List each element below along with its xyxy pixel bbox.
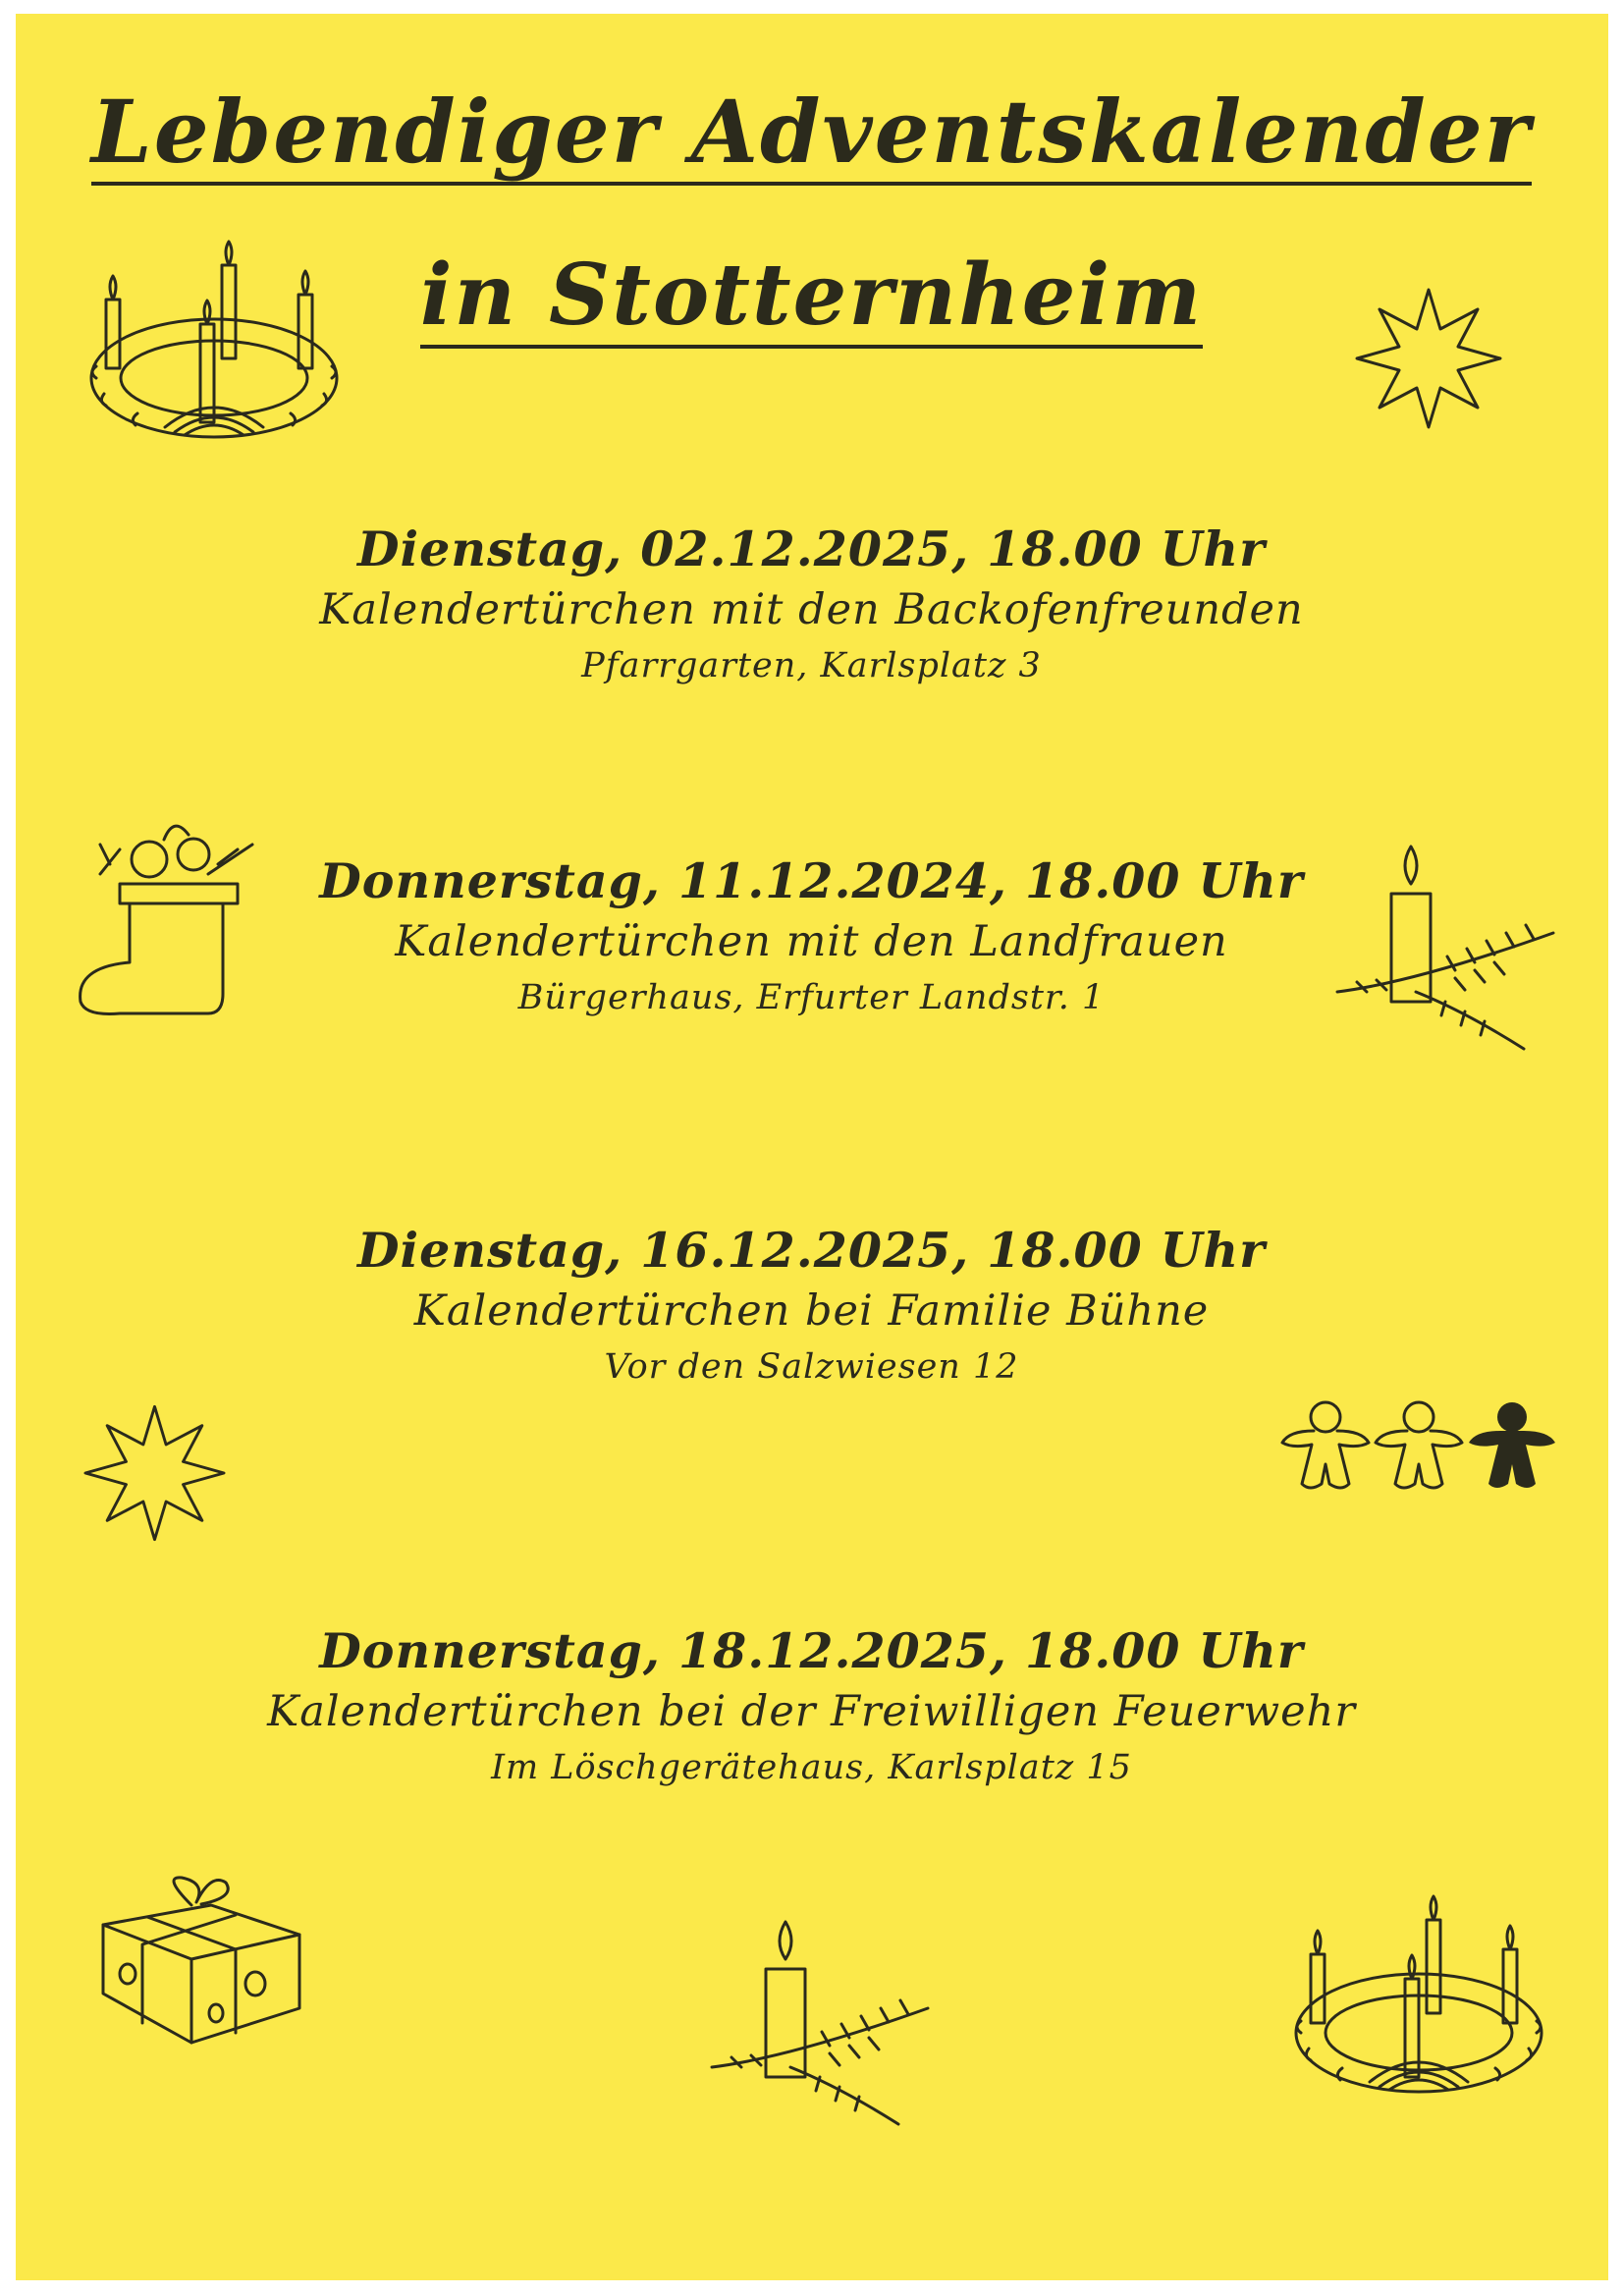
gift-box-icon	[98, 1876, 304, 2052]
star-icon	[83, 1404, 226, 1542]
event-location: Bürgerhaus, Erfurter Landstr. 1	[517, 978, 1106, 1017]
star-icon	[1355, 290, 1502, 427]
event-description: Kalendertürchen bei Familie Bühne	[413, 1286, 1210, 1336]
advent-wreath-icon	[77, 241, 352, 447]
event-3	[0, 1222, 1623, 1387]
event-date: Dienstag, 16.12.2025, 18.00 Uhr	[357, 1222, 1266, 1279]
event-date: Dienstag, 02.12.2025, 18.00 Uhr	[357, 520, 1266, 577]
poster-title: Lebendiger Adventskalender	[0, 81, 1623, 186]
event-description: Kalendertürchen bei der Freiwilligen Feuerwehr	[267, 1687, 1356, 1736]
christmas-stocking-icon	[71, 805, 277, 1011]
event-date: Donnerstag, 11.12.2024, 18.00 Uhr	[319, 852, 1304, 909]
event-1	[0, 520, 1623, 685]
event-location: Vor den Salzwiesen 12	[604, 1347, 1019, 1387]
candle-icon	[712, 1920, 938, 2126]
event-location: Pfarrgarten, Karlsplatz 3	[581, 646, 1042, 685]
event-date: Donnerstag, 18.12.2025, 18.00 Uhr	[319, 1622, 1304, 1679]
advent-wreath-icon	[1281, 1895, 1556, 2102]
event-description: Kalendertürchen mit den Backofenfreunden	[319, 585, 1304, 634]
event-location: Im Löschgerätehaus, Karlsplatz 15	[491, 1748, 1132, 1787]
poster-subtitle: in Stotternheim	[0, 246, 1623, 349]
candle-icon	[1337, 845, 1563, 1051]
event-4	[0, 1622, 1623, 1787]
gingerbread-men-icon	[1276, 1399, 1571, 1498]
event-description: Kalendertürchen mit den Landfrauen	[395, 917, 1228, 966]
